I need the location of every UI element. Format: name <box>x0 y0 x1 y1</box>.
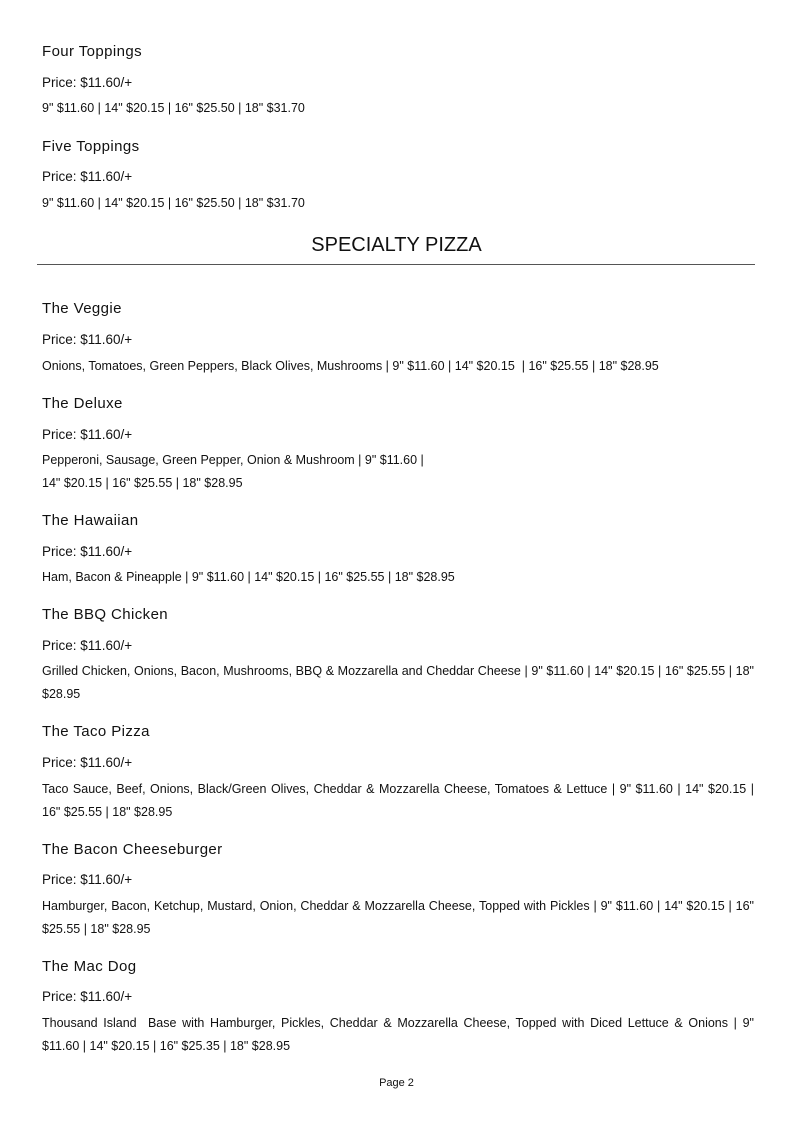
item-description-row <box>42 449 754 495</box>
item-price-row <box>42 871 754 889</box>
item-description: Ham, Bacon & Pineapple | 9" $11.60 | 14" $20.15 | 16" $25.55 | 18" $28.95 <box>42 570 455 584</box>
item-price: Price: $11.60/+ <box>42 427 133 442</box>
item-description-row <box>42 355 754 378</box>
item-price: Price: $11.60/+ <box>42 75 133 90</box>
section-divider <box>37 264 755 265</box>
item-description: 9" $11.60 | 14" $20.15 | 16" $25.50 | 18" $31.70 <box>42 196 305 210</box>
item-price: Price: $11.60/+ <box>42 544 133 559</box>
item-description-row <box>42 1012 758 1058</box>
menu-item <box>42 138 754 156</box>
item-price-row <box>42 426 754 444</box>
page-number: Page 2 <box>379 1077 414 1089</box>
item-name: The Hawaiian <box>42 512 139 529</box>
item-name: The Taco Pizza <box>42 723 150 740</box>
item-price: Price: $11.60/+ <box>42 332 133 347</box>
item-description-row <box>42 895 754 941</box>
item-description: Thousand Island Base with Hamburger, Pickles, Cheddar & Mozzarella Cheese, Topped with Diced Lettuce & Onions | 9" $11.60 | 14" $20.15 | 16" $25.35 | 18" $28.95 <box>42 1016 758 1053</box>
menu-item <box>42 841 754 859</box>
menu-item <box>42 606 754 624</box>
item-name: The Bacon Cheeseburger <box>42 841 223 858</box>
menu-item <box>42 43 754 61</box>
item-description: 9" $11.60 | 14" $20.15 | 16" $25.50 | 18" $31.70 <box>42 101 305 115</box>
item-name: The Mac Dog <box>42 958 137 975</box>
item-price-row <box>42 331 754 349</box>
item-price-row <box>42 168 754 186</box>
item-price-row <box>42 754 754 772</box>
item-description-row <box>42 660 754 706</box>
item-description-row <box>42 192 754 215</box>
item-name: The BBQ Chicken <box>42 606 169 623</box>
item-description-line: Pepperoni, Sausage, Green Pepper, Onion & Mushroom | 9" $11.60 | <box>42 453 424 467</box>
item-description-row <box>42 97 754 120</box>
item-price: Price: $11.60/+ <box>42 169 133 184</box>
item-description-line: 14" $20.15 | 16" $25.55 | 18" $28.95 <box>42 476 243 490</box>
item-name: Five Toppings <box>42 138 140 155</box>
item-price: Price: $11.60/+ <box>42 872 133 887</box>
item-description: Hamburger, Bacon, Ketchup, Mustard, Onion, Cheddar & Mozzarella Cheese, Topped with Pickles | 9" $11.60 | 14" $20.15 | 16" $25.55 | 18" $28.95 <box>42 899 754 936</box>
menu-item <box>42 723 754 741</box>
section-title: SPECIALTY PIZZA <box>311 234 482 256</box>
menu-item <box>42 300 754 318</box>
item-price-row <box>42 637 754 655</box>
item-description: Onions, Tomatoes, Green Peppers, Black Olives, Mushrooms | 9" $11.60 | 14" $20.15 | 16" $25.55 | 18" $28.95 <box>42 359 659 373</box>
item-price: Price: $11.60/+ <box>42 638 133 653</box>
menu-item <box>42 958 754 976</box>
item-price: Price: $11.60/+ <box>42 755 133 770</box>
item-description: Taco Sauce, Beef, Onions, Black/Green Olives, Cheddar & Mozzarella Cheese, Tomatoes & Lettuce | 9" $11.60 | 14" $20.15 | 16" $25.55 | 18" $28.95 <box>42 782 754 819</box>
item-name: The Veggie <box>42 300 122 317</box>
item-name: Four Toppings <box>42 43 142 60</box>
menu-item <box>42 512 754 530</box>
item-description: Grilled Chicken, Onions, Bacon, Mushrooms, BBQ & Mozzarella and Cheddar Cheese | 9" $11.60 | 14" $20.15 | 16" $25.55 | 18" $28.95 <box>42 664 754 701</box>
item-price-row <box>42 988 754 1006</box>
item-price: Price: $11.60/+ <box>42 989 133 1004</box>
item-price-row <box>42 74 754 92</box>
item-name: The Deluxe <box>42 395 123 412</box>
menu-item <box>42 395 754 413</box>
item-description-row <box>42 566 754 589</box>
item-description-row <box>42 778 754 824</box>
item-price-row <box>42 543 754 561</box>
